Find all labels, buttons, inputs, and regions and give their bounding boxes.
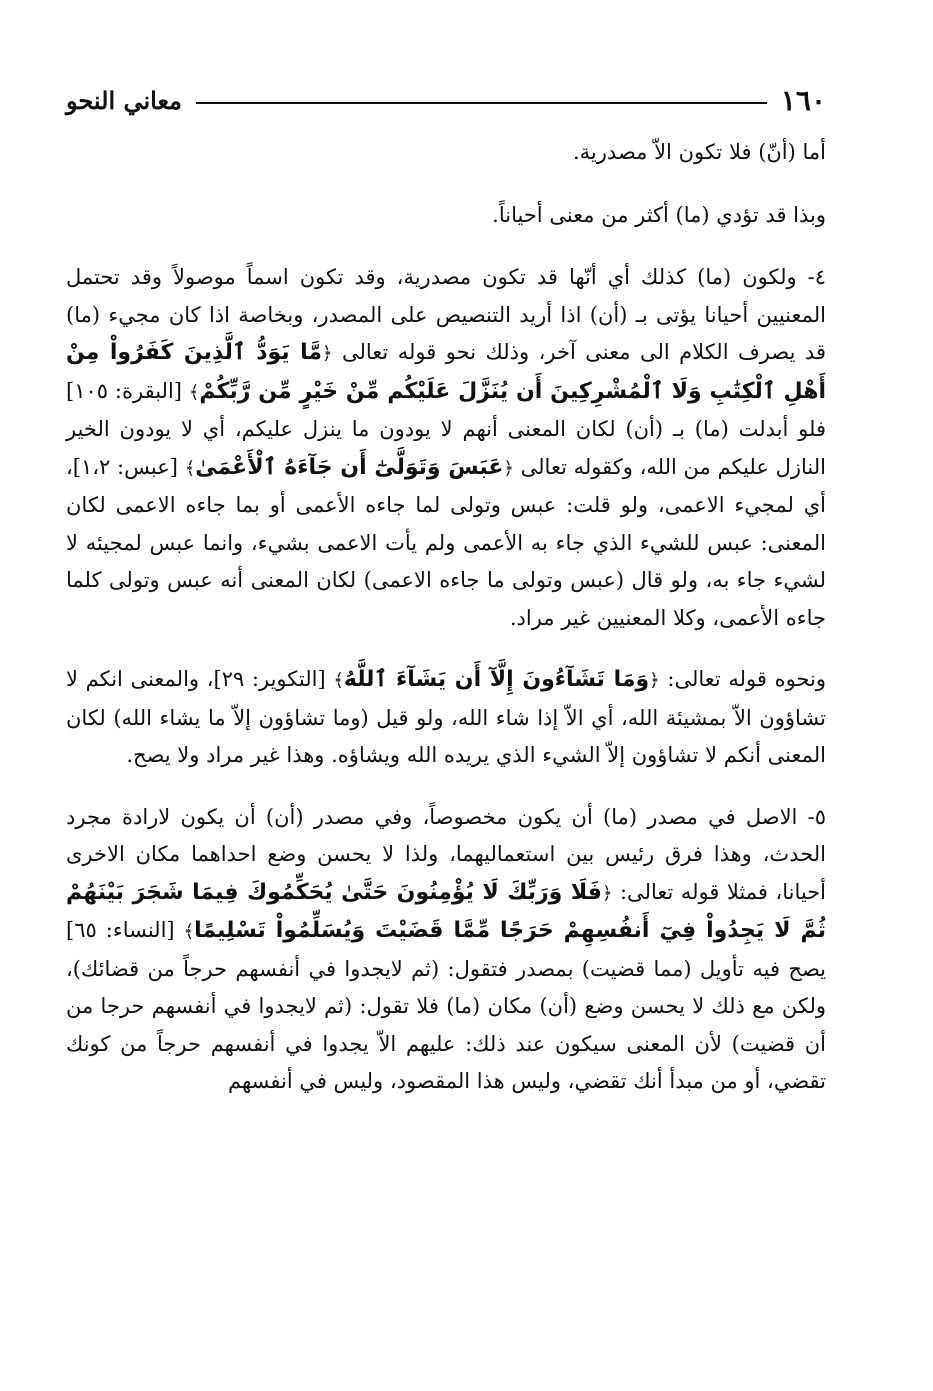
quran-verse-nisa: فَلَا وَرَبِّكَ لَا يُؤْمِنُونَ حَتَّىٰ يُحَكِّمُوكَ فِيمَا شَجَرَ بَيْنَهُمْ ثُمَّ لَا يَجِدُواْ فِيٓ أَنفُسِهِمْ حَرَجًا مِّمَّا قَضَيْتَ وَيُسَلِّمُواْ تَسْلِيمًا <box>66 879 826 943</box>
paragraph-3 <box>66 259 826 637</box>
paragraph-2 <box>66 197 826 235</box>
book-page <box>66 0 826 1391</box>
quran-verse-takwir: وَمَا تَشَآءُونَ إِلَّآ أَن يَشَآءَ ٱللَّهُ <box>343 667 650 692</box>
running-title: معاني النحو <box>66 85 182 115</box>
quran-bracket-open: ﴿ <box>649 670 660 691</box>
quran-bracket-open: ﴿ <box>321 343 333 364</box>
header-rule <box>196 102 767 104</box>
quran-bracket-open: ﴿ <box>601 882 613 904</box>
paragraph-4 <box>66 661 826 775</box>
paragraph-5 <box>66 799 826 1101</box>
paragraph-3-middle: [البقرة: ١٠٥] فلو أبدلت (ما) بـ (أن) لكان المعنى أنهم لا يودون ما ينزل عليكم، أي لا يودون الخير النازل عليكم من الله، وكقوله تعالى <box>66 378 826 479</box>
paragraph-5-end: [النساء: ٦٥] يصح فيه تأويل (مما قضيت) بمصدر فتقول: (ثم لايجدوا في أنفسهم حرجاً من قضائك)، ولكن مع ذلك لا يحسن وضع (أن) مكان (ما) فلا تقول: (ثم لايجدوا في أنفسهم حرجا من أن قضيت) لأن المعنى سيكون عند ذلك: عليهم الاّ يجدوا في أنفسهم حرجاً من كونك تقضي، أو من مبدأ أنك تقضي، وليس هذا المقصود، وليس في أنفسهم <box>66 918 826 1093</box>
page-header <box>66 80 826 120</box>
paragraph-4-intro: ونحوه قوله تعالى: <box>667 667 826 691</box>
paragraph-4-end: [التكوير: ٢٩]، والمعنى انكم لا تشاؤون الاّ بمشيئة الله، أي الاّ إذا شاء الله، ولو قيل (وما تشاؤون إلاّ ما يشاء الله) لكان المعنى أنكم لا تشاؤون إلاّ الشيء الذي يريده الله ويشاؤه. وهذا غير مراد ولا يصح. <box>66 667 826 767</box>
quran-bracket-close: ﴾ <box>333 670 344 691</box>
paragraph-5-intro: ٥- الاصل في مصدر (ما) أن يكون مخصوصاً، وفي مصدر (أن) أن يكون لارادة مجرد الحدث، وهذا فرق رئيس بين استعماليهما، ولذا لا يحسن وضع احداهما مكان الاخرى أحيانا، فمثلا قوله تعالى: <box>66 804 826 904</box>
quran-verse-baqara: مَّا يَوَدُّ ٱلَّذِينَ كَفَرُواْ مِنْ أَهْلِ ٱلْكِتَٰبِ وَلَا ٱلْمُشْرِكِينَ أَن يُنَزَّلَ عَلَيْكُم مِّنْ خَيْرٍ مِّن رَّبِّكُمْ <box>66 340 826 404</box>
paragraph-1-text: أما (أنّ) فلا تكون الاّ مصدرية. <box>573 140 826 164</box>
quran-verse-abasa: عَبَسَ وَتَوَلَّىٰٓ أَن جَآءَهُ ٱلْأَعْمَىٰ <box>195 454 504 480</box>
paragraph-2-text: وبذا قد تؤدي (ما) أكثر من معنى أحياناً. <box>492 202 826 227</box>
page-body <box>66 134 826 1101</box>
quran-bracket-close: ﴾ <box>188 381 200 403</box>
quran-bracket-close: ﴾ <box>184 457 196 479</box>
quran-bracket-open: ﴿ <box>503 457 514 479</box>
paragraph-3-intro: ٤- ولكون (ما) كذلك أي أنّها قد تكون مصدرية، وقد تكون اسماً موصولاً وقد تحتمل المعنيين أحيانا يؤتى بـ (أن) اذا أريد التنصيص على المصدر، وبخاصة اذا كان مجيء (ما) قد يصرف الكلام الى معنى آخر، وذلك نحو قوله تعالى <box>66 265 826 364</box>
paragraph-1 <box>66 134 826 172</box>
paragraph-3-end: [عبس: ١،٢]، أي لمجيء الاعمى، ولو قلت: عبس وتولى لما جاءه الأعمى أو بما جاءه الاعمى لكان المعنى: عبس للشيء الذي جاء به الأعمى ولم يأت الاعمى بشيء، وانما عبس لمجيئه لا لشيء جاء به، ولو قال (عبس وتولى ما جاءه الاعمى) لكان المعنى أنه عبس وتولى كلما جاءه الأعمى، وكلا المعنيين غير مراد. <box>66 454 826 630</box>
page-number: ١٦٠ <box>780 83 826 117</box>
quran-bracket-close: ﴾ <box>183 921 195 942</box>
